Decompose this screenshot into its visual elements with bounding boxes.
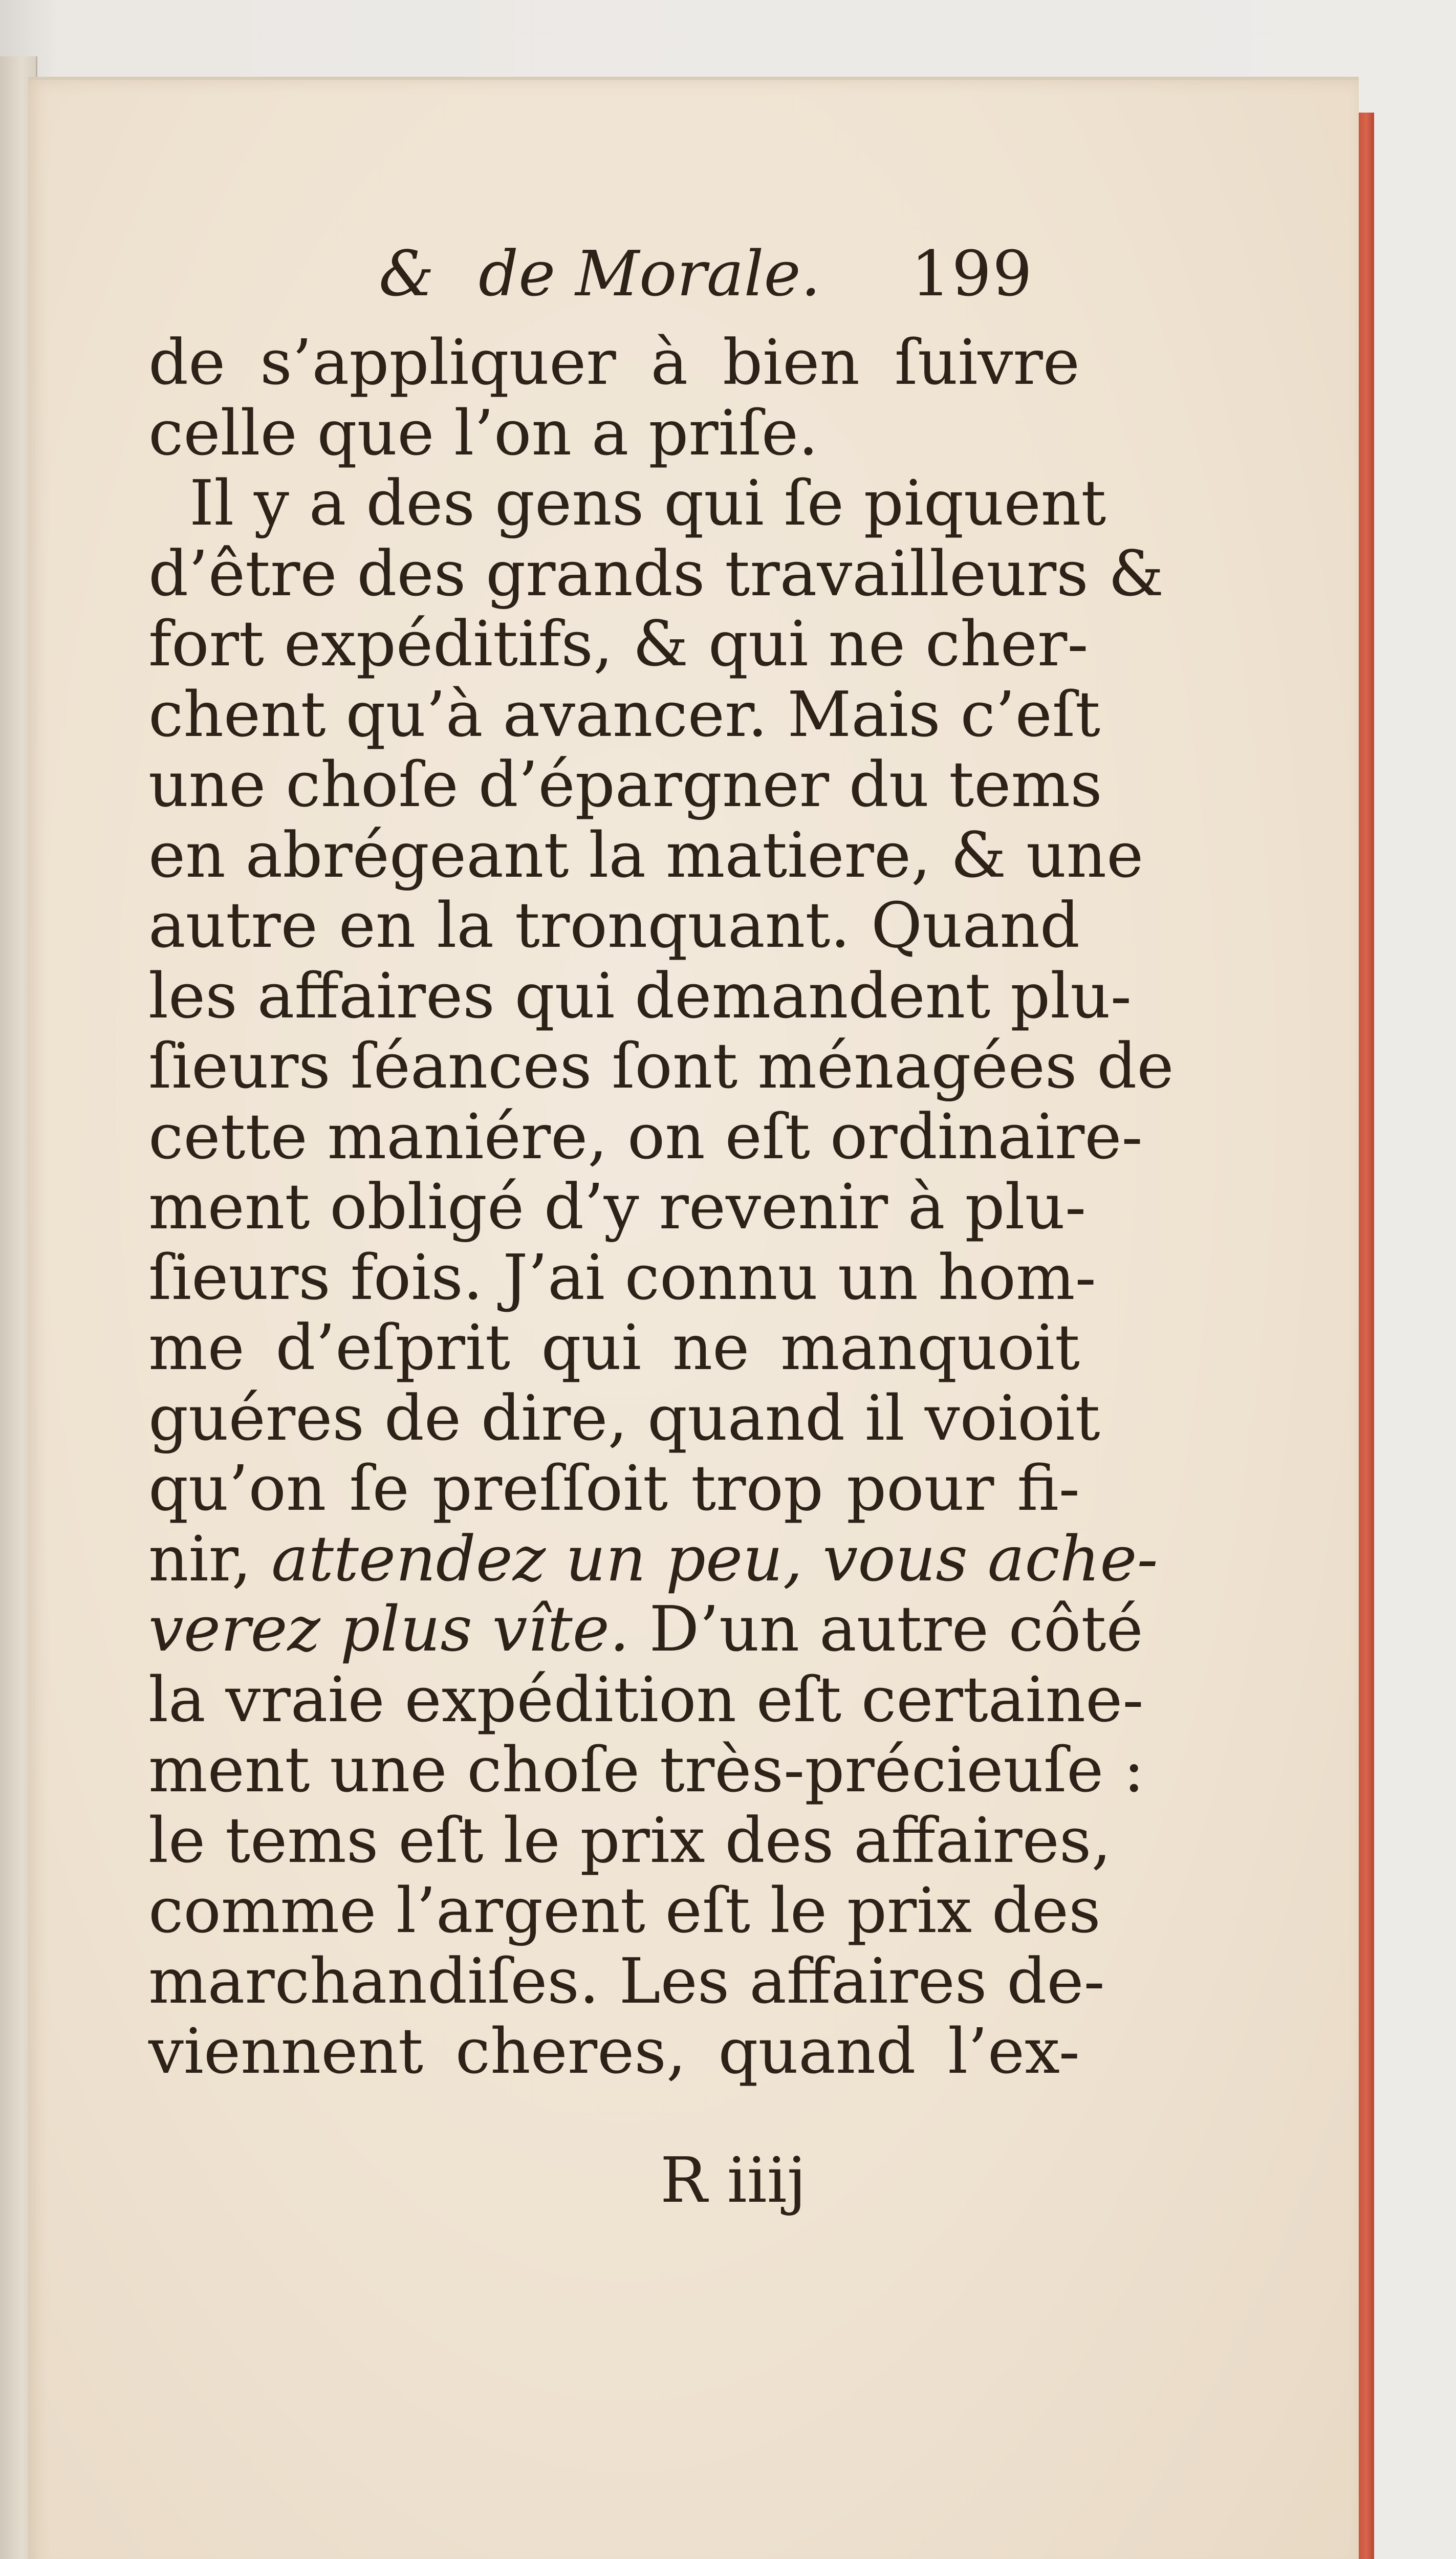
text-line: me d’eſprit qui ne manquoit [148, 1311, 1080, 1384]
text-line: viennent cheres, quand l’ex- [148, 2015, 1080, 2088]
text-line: la vraie expédition eſt certaine- [148, 1663, 1144, 1736]
text-line-with-italic [148, 1593, 1143, 1665]
text-segment: nir, [148, 1522, 272, 1595]
text-line: de s’appliquer à bien ſuivre [148, 326, 1080, 399]
text-line: autre en la tronquant. Quand [148, 889, 1080, 962]
italic-quotation: verez plus vîte. [148, 1593, 629, 1665]
text-line: comme l’argent eſt le prix des [148, 1874, 1101, 1947]
text-line: fort expéditifs, & qui ne cher- [148, 608, 1089, 680]
text-line: ment une choſe très-précieuſe : [148, 1733, 1145, 1806]
text-segment: D’un autre côté [629, 1593, 1143, 1665]
text-line: ment obligé d’y revenir à plu- [148, 1170, 1086, 1243]
text-line: en abrégeant la matiere, & une [148, 818, 1144, 892]
header-ampersand: & [379, 237, 434, 310]
text-line: marchandiſes. Les affaires de- [148, 1944, 1105, 2018]
text-line-with-italic [148, 1522, 1158, 1595]
paragraph-start-line: Il y a des gens qui ſe piquent [189, 467, 1106, 539]
text-line: d’être des grands travailleurs & [148, 537, 1164, 610]
text-line: qu’on ſe preſſoit trop pour fi- [148, 1452, 1080, 1525]
italic-quotation: attendez un peu, vous ache- [271, 1522, 1158, 1595]
text-line: guéres de dire, quand il voioit [148, 1381, 1100, 1455]
text-line: cette maniére, on eſt ordinaire- [148, 1100, 1143, 1173]
running-title: de Morale. [479, 237, 821, 310]
red-page-edge [1359, 113, 1374, 2559]
signature-mark: R iiij [660, 2144, 807, 2217]
text-line: ſieurs ſéances ſont ménagées de [148, 1030, 1174, 1102]
text-line: les affaires qui demandent plu- [148, 959, 1132, 1032]
text-line: celle que l’on a priſe. [148, 396, 818, 469]
running-header [148, 220, 1080, 328]
text-line: le tems eſt le prix des affaires, [148, 1804, 1112, 1877]
page-number: 199 [911, 237, 1033, 310]
text-line: chent qu’à avancer. Mais c’eſt [148, 678, 1100, 751]
text-line: ſieurs fois. J’ai connu un hom- [148, 1241, 1096, 1314]
text-line: une choſe d’épargner du tems [148, 748, 1102, 821]
page-text [148, 220, 1174, 2088]
